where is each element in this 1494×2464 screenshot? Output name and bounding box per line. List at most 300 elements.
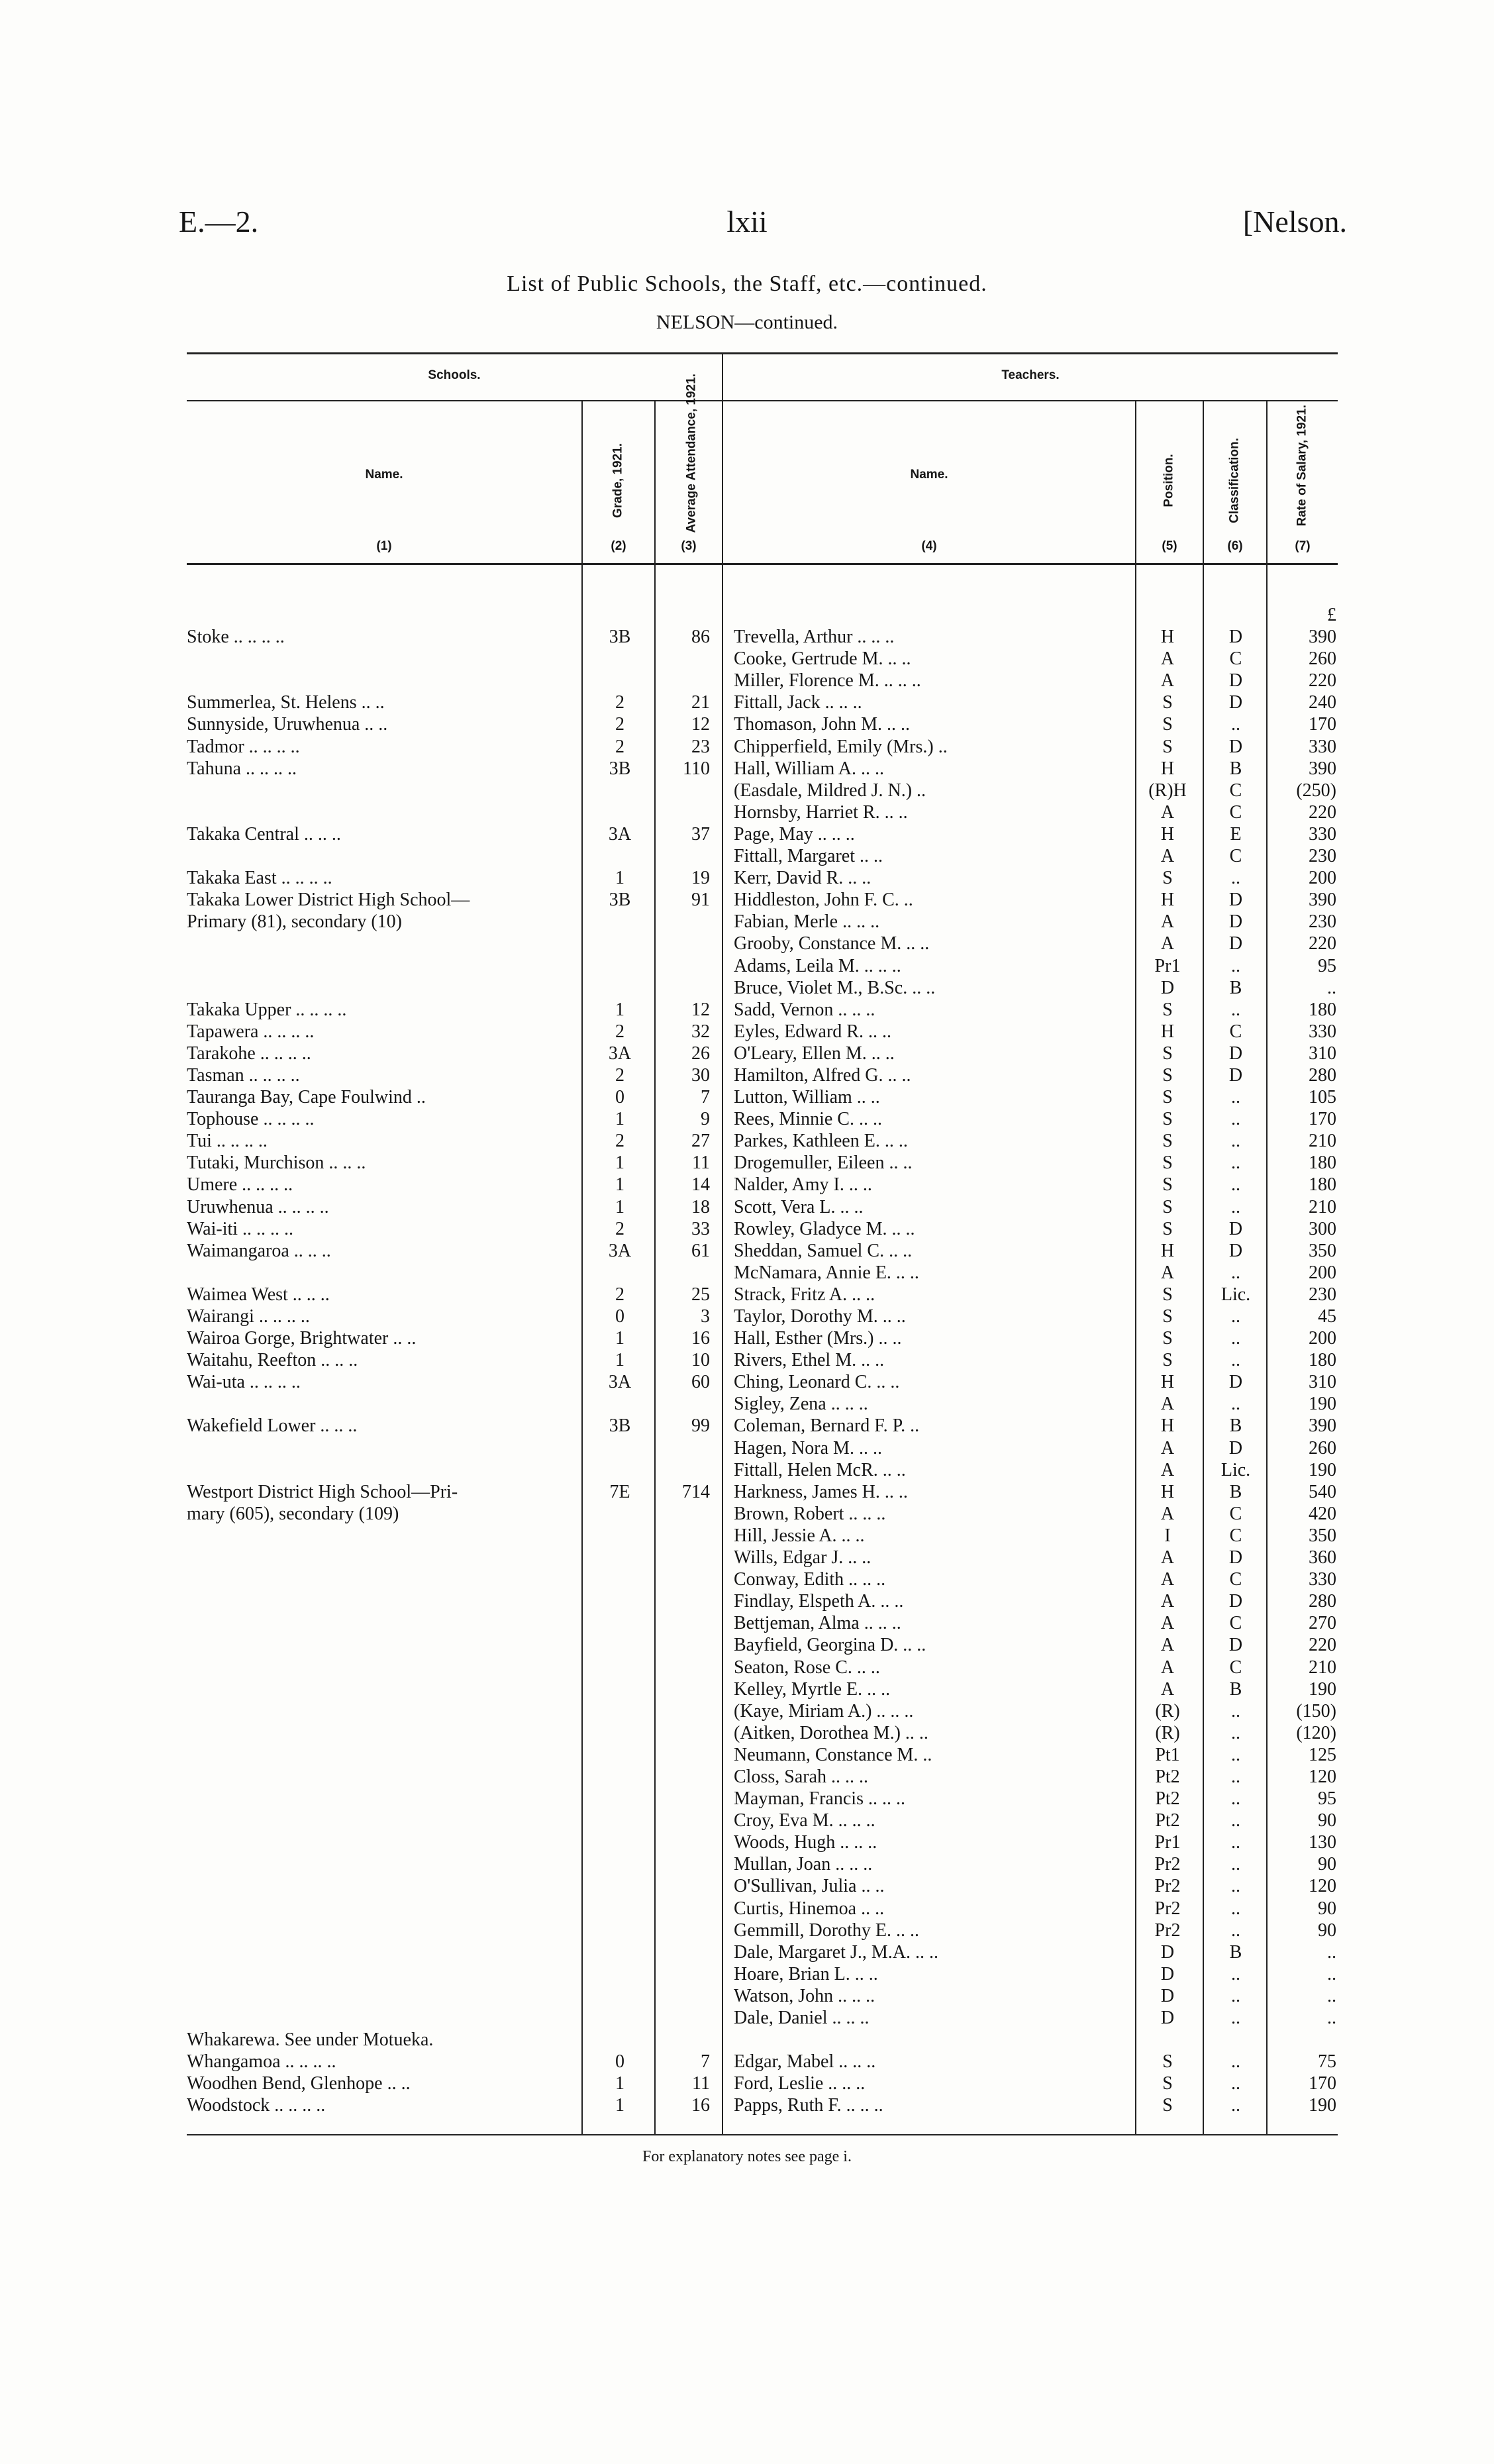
teacher-position: D xyxy=(1160,977,1175,998)
teacher-classification: .. xyxy=(1231,1854,1240,1875)
salary-rate: 420 xyxy=(1309,1503,1336,1524)
teacher-name: Fittall, Margaret .. .. xyxy=(734,846,883,867)
column-number-1: (1) xyxy=(376,539,392,553)
teacher-classification: .. xyxy=(1231,1131,1240,1152)
table-row xyxy=(0,1327,1494,1349)
school-name: Waimangaroa .. .. .. xyxy=(187,1240,331,1261)
average-attendance: 11 xyxy=(692,1153,710,1174)
school-grade: 1 xyxy=(615,2095,624,2116)
school-grade: 7E xyxy=(609,1481,630,1502)
table-row xyxy=(0,1941,1494,1963)
table-row xyxy=(0,1590,1494,1612)
explanatory-footnote: For explanatory notes see page i. xyxy=(642,2148,852,2165)
teacher-name: Chipperfield, Emily (Mrs.) .. xyxy=(734,736,948,757)
school-name: Woodstock .. .. .. .. xyxy=(187,2095,326,2116)
teacher-name: Dale, Daniel .. .. .. xyxy=(734,2008,870,2028)
table-row xyxy=(0,911,1494,933)
average-attendance: 110 xyxy=(683,758,710,779)
salary-rate: 220 xyxy=(1309,933,1336,954)
school-grade: 2 xyxy=(615,714,624,735)
school-name: Tadmor .. .. .. .. xyxy=(187,736,300,757)
salary-rate: 180 xyxy=(1309,999,1336,1020)
teacher-name: Thomason, John M. .. .. xyxy=(734,714,910,735)
school-name: Takaka Lower District High School— xyxy=(187,890,470,911)
school-grade: 0 xyxy=(615,1087,624,1108)
school-name: Westport District High School—Pri- xyxy=(187,1481,458,1502)
teacher-position: H xyxy=(1160,1240,1175,1261)
attendance-header: Average Attendance, 1921. xyxy=(684,374,699,533)
teacher-classification: D xyxy=(1228,670,1243,692)
teacher-classification: .. xyxy=(1231,1350,1240,1371)
teacher-name: Nalder, Amy I. .. .. xyxy=(734,1174,872,1196)
teacher-classification: .. xyxy=(1231,1722,1240,1743)
salary-rate: 390 xyxy=(1309,1415,1336,1437)
teacher-name-header: Name. xyxy=(910,468,948,482)
teacher-classification: D xyxy=(1228,1043,1243,1064)
teacher-position: Pt2 xyxy=(1155,1788,1180,1810)
school-name: Waitahu, Reefton .. .. .. xyxy=(187,1350,358,1371)
average-attendance: 9 xyxy=(701,1109,710,1130)
teacher-classification: C xyxy=(1229,648,1242,670)
teacher-position: H xyxy=(1160,1021,1175,1042)
school-name: Takaka East .. .. .. .. xyxy=(187,868,332,889)
teacher-name: Seaton, Rose C. .. .. xyxy=(734,1657,880,1678)
teacher-classification: .. xyxy=(1231,1920,1240,1941)
average-attendance: 27 xyxy=(691,1131,710,1152)
table-row xyxy=(0,1371,1494,1393)
school-grade: 2 xyxy=(615,736,624,757)
teacher-classification: .. xyxy=(1231,1788,1240,1810)
teacher-name: Hamilton, Alfred G. .. .. xyxy=(734,1064,911,1086)
teacher-classification: E xyxy=(1230,823,1242,845)
teacher-name: Miller, Florence M. .. .. .. xyxy=(734,670,921,692)
salary-rate: 350 xyxy=(1309,1240,1336,1261)
teacher-classification: C xyxy=(1229,1657,1242,1678)
teacher-name: Brown, Robert .. .. .. xyxy=(734,1503,886,1524)
table-row xyxy=(0,1920,1494,1941)
teacher-classification: B xyxy=(1229,1678,1242,1700)
average-attendance: 7 xyxy=(701,2051,710,2073)
teacher-classification: D xyxy=(1228,1437,1243,1459)
teacher-classification: .. xyxy=(1231,1876,1240,1897)
average-attendance: 26 xyxy=(691,1043,710,1064)
school-grade: 3A xyxy=(608,1240,632,1261)
teacher-name: Hoare, Brian L. .. .. xyxy=(734,1963,878,1984)
teacher-name: Hiddleston, John F. C. .. xyxy=(734,890,913,911)
teacher-classification: .. xyxy=(1231,1832,1240,1853)
salary-rate: 330 xyxy=(1309,736,1336,757)
table-row xyxy=(0,2094,1494,2116)
teacher-position: D xyxy=(1160,1941,1175,1963)
table-row xyxy=(0,1744,1494,1766)
teacher-position: S xyxy=(1162,1043,1173,1064)
salary-rate: 350 xyxy=(1309,1525,1336,1546)
teacher-name: Ford, Leslie .. .. .. xyxy=(734,2073,866,2094)
table-top-rule xyxy=(187,352,1338,354)
salary-rate: (120) xyxy=(1296,1722,1336,1743)
teacher-classification: C xyxy=(1229,1525,1242,1546)
teacher-classification: .. xyxy=(1231,1328,1240,1349)
teacher-position: S xyxy=(1162,999,1173,1020)
teacher-classification: D xyxy=(1228,1240,1243,1261)
table-row xyxy=(0,999,1494,1021)
teacher-classification: .. xyxy=(1231,868,1240,889)
average-attendance: 91 xyxy=(691,890,710,911)
page-subtitle: NELSON—continued. xyxy=(656,311,838,333)
teacher-name: Hall, William A. .. .. xyxy=(734,758,885,779)
salary-rate: 180 xyxy=(1309,1153,1336,1174)
salary-rate: 180 xyxy=(1309,1350,1336,1371)
table-row xyxy=(0,670,1494,692)
teacher-position: A xyxy=(1160,801,1175,823)
table-row xyxy=(0,1963,1494,1985)
teacher-name: Closs, Sarah .. .. .. xyxy=(734,1766,868,1787)
position-header: Position. xyxy=(1162,454,1176,507)
school-grade: 3B xyxy=(609,627,631,648)
average-attendance: 21 xyxy=(691,692,710,713)
school-name: Takaka Central .. .. .. xyxy=(187,823,341,845)
salary-rate: 170 xyxy=(1309,1109,1336,1130)
teacher-name: Gemmill, Dorothy E. .. .. xyxy=(734,1920,919,1941)
teacher-classification: C xyxy=(1229,780,1242,801)
school-name: Summerlea, St. Helens .. .. xyxy=(187,692,385,713)
teachers-group-header: Teachers. xyxy=(1001,368,1060,382)
teacher-classification: .. xyxy=(1231,1174,1240,1196)
group-header-rule xyxy=(187,400,1338,401)
table-row xyxy=(0,1634,1494,1656)
teacher-position: S xyxy=(1162,1284,1173,1305)
table-row xyxy=(0,2007,1494,2029)
teacher-classification: B xyxy=(1229,977,1242,998)
school-grade: 1 xyxy=(615,1109,624,1130)
table-row xyxy=(0,1415,1494,1437)
teacher-position: A xyxy=(1160,670,1175,692)
table-row xyxy=(0,1678,1494,1700)
teacher-position: Pr1 xyxy=(1154,1832,1181,1853)
salary-rate: 95 xyxy=(1318,1788,1336,1810)
teacher-classification: .. xyxy=(1231,1109,1240,1130)
average-attendance: 18 xyxy=(691,1196,710,1217)
table-row xyxy=(0,1657,1494,1678)
salary-rate: 220 xyxy=(1309,801,1336,823)
table-row xyxy=(0,801,1494,823)
school-grade: 1 xyxy=(615,1328,624,1349)
table-row xyxy=(0,1547,1494,1568)
teacher-position: (R) xyxy=(1155,1722,1180,1743)
school-name: Tauranga Bay, Cape Foulwind .. xyxy=(187,1087,426,1108)
teacher-classification: D xyxy=(1228,1547,1243,1568)
table-row xyxy=(0,736,1494,758)
salary-rate: 200 xyxy=(1309,868,1336,889)
table-row xyxy=(0,1985,1494,2007)
teacher-classification: D xyxy=(1228,692,1243,713)
average-attendance: 86 xyxy=(691,627,710,648)
table-row xyxy=(0,1437,1494,1459)
table-row xyxy=(0,1853,1494,1875)
teacher-classification: .. xyxy=(1231,1744,1240,1765)
teacher-position: A xyxy=(1160,1678,1175,1700)
teacher-name: Cooke, Gertrude M. .. .. xyxy=(734,648,911,670)
salary-rate: 95 xyxy=(1318,955,1336,976)
teacher-position: (R)H xyxy=(1148,780,1187,801)
school-grade: 1 xyxy=(615,868,624,889)
table-row xyxy=(0,1086,1494,1108)
column-number-2: (2) xyxy=(611,539,626,553)
teacher-classification: D xyxy=(1228,1635,1243,1656)
teacher-position: I xyxy=(1164,1525,1171,1546)
school-name: Primary (81), secondary (10) xyxy=(187,911,403,933)
school-grade: 3A xyxy=(608,1372,632,1393)
salary-rate: 300 xyxy=(1309,1218,1336,1239)
teacher-name: Bruce, Violet M., B.Sc. .. .. xyxy=(734,977,936,998)
teacher-name: McNamara, Annie E. .. .. xyxy=(734,1262,919,1283)
teacher-position: S xyxy=(1162,1306,1173,1327)
classification-header: Classification. xyxy=(1227,438,1242,523)
school-name: mary (605), secondary (109) xyxy=(187,1503,399,1524)
salary-rate: 220 xyxy=(1309,1635,1336,1656)
average-attendance: 11 xyxy=(692,2073,710,2094)
teacher-name: Parkes, Kathleen E. .. .. xyxy=(734,1131,908,1152)
teacher-classification: D xyxy=(1228,1218,1243,1239)
average-attendance: 23 xyxy=(691,736,710,757)
school-grade: 3A xyxy=(608,1043,632,1064)
average-attendance: 16 xyxy=(691,1328,710,1349)
average-attendance: 3 xyxy=(701,1306,710,1327)
salary-rate: 200 xyxy=(1309,1262,1336,1283)
salary-rate: 90 xyxy=(1318,1854,1336,1875)
school-grade: 1 xyxy=(615,1153,624,1174)
schools-table-body xyxy=(0,604,1494,2116)
teacher-position: Pr2 xyxy=(1154,1920,1181,1941)
teacher-name: Rees, Minnie C. .. .. xyxy=(734,1109,882,1130)
teacher-name: Watson, John .. .. .. xyxy=(734,1985,875,2006)
salary-rate: 45 xyxy=(1318,1306,1336,1327)
salary-rate: 390 xyxy=(1309,890,1336,911)
table-row xyxy=(0,780,1494,801)
teacher-name: Kerr, David R. .. .. xyxy=(734,868,872,889)
teacher-classification: D xyxy=(1228,627,1243,648)
salary-rate: 190 xyxy=(1309,2095,1336,2116)
salary-rate: 280 xyxy=(1309,1064,1336,1086)
table-row xyxy=(0,604,1494,626)
table-row xyxy=(0,2051,1494,2073)
salary-rate: 360 xyxy=(1309,1547,1336,1568)
teacher-position: H xyxy=(1160,823,1175,845)
school-grade: 0 xyxy=(615,2051,624,2073)
grade-header: Grade, 1921. xyxy=(611,442,625,519)
teacher-name: Findlay, Elspeth A. .. .. xyxy=(734,1591,904,1612)
table-row xyxy=(0,933,1494,954)
teacher-name: Coleman, Bernard F. P. .. xyxy=(734,1415,920,1437)
average-attendance: 30 xyxy=(691,1064,710,1086)
teacher-position: Pr2 xyxy=(1154,1898,1181,1919)
salary-rate: 540 xyxy=(1309,1481,1336,1502)
table-row xyxy=(0,1240,1494,1262)
school-grade: 2 xyxy=(615,692,624,713)
teacher-name: Strack, Fritz A. .. .. xyxy=(734,1284,875,1305)
salary-rate: 170 xyxy=(1309,714,1336,735)
salary-rate: 120 xyxy=(1309,1876,1336,1897)
school-grade: 3B xyxy=(609,758,631,779)
table-row xyxy=(0,1481,1494,1503)
table-row xyxy=(0,1284,1494,1306)
teacher-classification: D xyxy=(1228,911,1243,933)
teacher-classification: B xyxy=(1229,758,1242,779)
teacher-position: S xyxy=(1162,1153,1173,1174)
teacher-position: A xyxy=(1160,1613,1175,1634)
teacher-classification: B xyxy=(1229,1941,1242,1963)
teacher-classification: .. xyxy=(1231,2051,1240,2073)
column-number-4: (4) xyxy=(921,539,937,553)
teacher-name: Edgar, Mabel .. .. .. xyxy=(734,2051,876,2073)
teacher-position: A xyxy=(1160,1547,1175,1568)
school-name-header: Name. xyxy=(365,468,403,482)
salary-rate: 220 xyxy=(1309,670,1336,692)
teacher-name: Lutton, William .. .. xyxy=(734,1087,880,1108)
teacher-classification: .. xyxy=(1231,1196,1240,1217)
salary-rate: 390 xyxy=(1309,758,1336,779)
teacher-classification: B xyxy=(1229,1481,1242,1502)
teacher-name: Sigley, Zena .. .. .. xyxy=(734,1394,868,1415)
salary-rate: .. xyxy=(1327,1941,1336,1963)
teacher-position: H xyxy=(1160,627,1175,648)
salary-rate: 105 xyxy=(1309,1087,1336,1108)
average-attendance: 16 xyxy=(691,2095,710,2116)
school-name: Wai-uta .. .. .. .. xyxy=(187,1372,301,1393)
salary-rate: 120 xyxy=(1309,1766,1336,1787)
teacher-position: A xyxy=(1160,1459,1175,1480)
teacher-position: A xyxy=(1160,1437,1175,1459)
school-grade: 1 xyxy=(615,1196,624,1217)
table-row xyxy=(0,1568,1494,1590)
teacher-name: (Easdale, Mildred J. N.) .. xyxy=(734,780,926,801)
teacher-classification: D xyxy=(1228,890,1243,911)
column-number-5: (5) xyxy=(1162,539,1177,553)
teacher-position: D xyxy=(1160,2008,1175,2028)
table-row xyxy=(0,1612,1494,1634)
district-name: [Nelson. xyxy=(1242,205,1347,238)
teacher-position: A xyxy=(1160,1262,1175,1283)
teacher-classification: .. xyxy=(1231,1262,1240,1283)
teacher-position: S xyxy=(1162,714,1173,735)
table-row xyxy=(0,1810,1494,1831)
salary-rate: 200 xyxy=(1309,1328,1336,1349)
table-row xyxy=(0,1262,1494,1284)
teacher-classification: D xyxy=(1228,1064,1243,1086)
salary-header: Rate of Salary, 1921. xyxy=(1295,405,1309,527)
table-row xyxy=(0,1700,1494,1722)
school-name: Tophouse .. .. .. .. xyxy=(187,1109,315,1130)
school-name: Tapawera .. .. .. .. xyxy=(187,1021,315,1042)
salary-rate: 310 xyxy=(1309,1043,1336,1064)
school-name: Tasman .. .. .. .. xyxy=(187,1064,300,1086)
salary-rate: .. xyxy=(1327,1985,1336,2006)
teacher-name: Papps, Ruth F. .. .. .. xyxy=(734,2095,883,2116)
teacher-position: A xyxy=(1160,846,1175,867)
school-name: Wai-iti .. .. .. .. xyxy=(187,1218,294,1239)
teacher-position: A xyxy=(1160,648,1175,670)
school-name: Wairangi .. .. .. .. xyxy=(187,1306,310,1327)
teacher-position: S xyxy=(1162,2073,1173,2094)
salary-rate: 190 xyxy=(1309,1394,1336,1415)
table-row xyxy=(0,955,1494,977)
teacher-position: S xyxy=(1162,1196,1173,1217)
teacher-name: Trevella, Arthur .. .. .. xyxy=(734,627,895,648)
table-row xyxy=(0,1722,1494,1744)
teacher-name: Mullan, Joan .. .. .. xyxy=(734,1854,873,1875)
teacher-name: Hagen, Nora M. .. .. xyxy=(734,1437,882,1459)
table-row xyxy=(0,1064,1494,1086)
teacher-position: S xyxy=(1162,868,1173,889)
average-attendance: 10 xyxy=(691,1350,710,1371)
school-grade: 2 xyxy=(615,1021,624,1042)
table-row xyxy=(0,713,1494,735)
teacher-position: A xyxy=(1160,1503,1175,1524)
teacher-classification: Lic. xyxy=(1220,1284,1251,1305)
table-row xyxy=(0,1152,1494,1174)
teacher-position: A xyxy=(1160,1591,1175,1612)
school-name: Tarakohe .. .. .. .. xyxy=(187,1043,311,1064)
table-row xyxy=(0,1043,1494,1064)
teacher-position: Pt1 xyxy=(1155,1744,1180,1765)
teacher-name: Hill, Jessie A. .. .. xyxy=(734,1525,865,1546)
average-attendance: 14 xyxy=(691,1174,710,1196)
average-attendance: 61 xyxy=(691,1240,710,1261)
school-name: Tutaki, Murchison .. .. .. xyxy=(187,1153,366,1174)
teacher-name: (Kaye, Miriam A.) .. .. .. xyxy=(734,1700,914,1721)
salary-rate: 190 xyxy=(1309,1678,1336,1700)
teacher-position: A xyxy=(1160,1657,1175,1678)
teacher-position: A xyxy=(1160,911,1175,933)
average-attendance: 99 xyxy=(691,1415,710,1437)
teacher-name: Page, May .. .. .. xyxy=(734,823,855,845)
average-attendance: 12 xyxy=(691,714,710,735)
salary-rate: 230 xyxy=(1309,911,1336,933)
teacher-name: Scott, Vera L. .. .. xyxy=(734,1196,864,1217)
table-row xyxy=(0,1525,1494,1547)
school-grade: 3B xyxy=(609,890,631,911)
table-row xyxy=(0,2073,1494,2094)
teacher-name: Grooby, Constance M. .. .. xyxy=(734,933,930,954)
average-attendance: 32 xyxy=(691,1021,710,1042)
salary-rate: 260 xyxy=(1309,1437,1336,1459)
school-name: Wairoa Gorge, Brightwater .. .. xyxy=(187,1328,417,1349)
teacher-classification: B xyxy=(1229,1415,1242,1437)
teacher-classification: Lic. xyxy=(1220,1459,1251,1480)
teacher-position: Pt2 xyxy=(1155,1810,1180,1831)
salary-rate: 210 xyxy=(1309,1657,1336,1678)
teacher-name: Fabian, Merle .. .. .. xyxy=(734,911,880,933)
teacher-position: S xyxy=(1162,1131,1173,1152)
teacher-position: Pt2 xyxy=(1155,1766,1180,1787)
salary-rate: 260 xyxy=(1309,648,1336,670)
salary-rate: .. xyxy=(1327,977,1336,998)
teacher-name: Ching, Leonard C. .. .. xyxy=(734,1372,900,1393)
table-row xyxy=(0,1459,1494,1481)
school-name: Sunnyside, Uruwhenua .. .. xyxy=(187,714,388,735)
table-row xyxy=(0,2029,1494,2051)
salary-rate: 130 xyxy=(1309,1832,1336,1853)
salary-rate: 280 xyxy=(1309,1591,1336,1612)
teacher-name: Harkness, James H. .. .. xyxy=(734,1481,908,1502)
school-grade: 1 xyxy=(615,999,624,1020)
teacher-classification: C xyxy=(1229,846,1242,867)
table-row xyxy=(0,692,1494,713)
school-name: Takaka Upper .. .. .. .. xyxy=(187,999,347,1020)
table-row xyxy=(0,1766,1494,1788)
salary-rate: 75 xyxy=(1318,2051,1336,2073)
teacher-position: H xyxy=(1160,758,1175,779)
